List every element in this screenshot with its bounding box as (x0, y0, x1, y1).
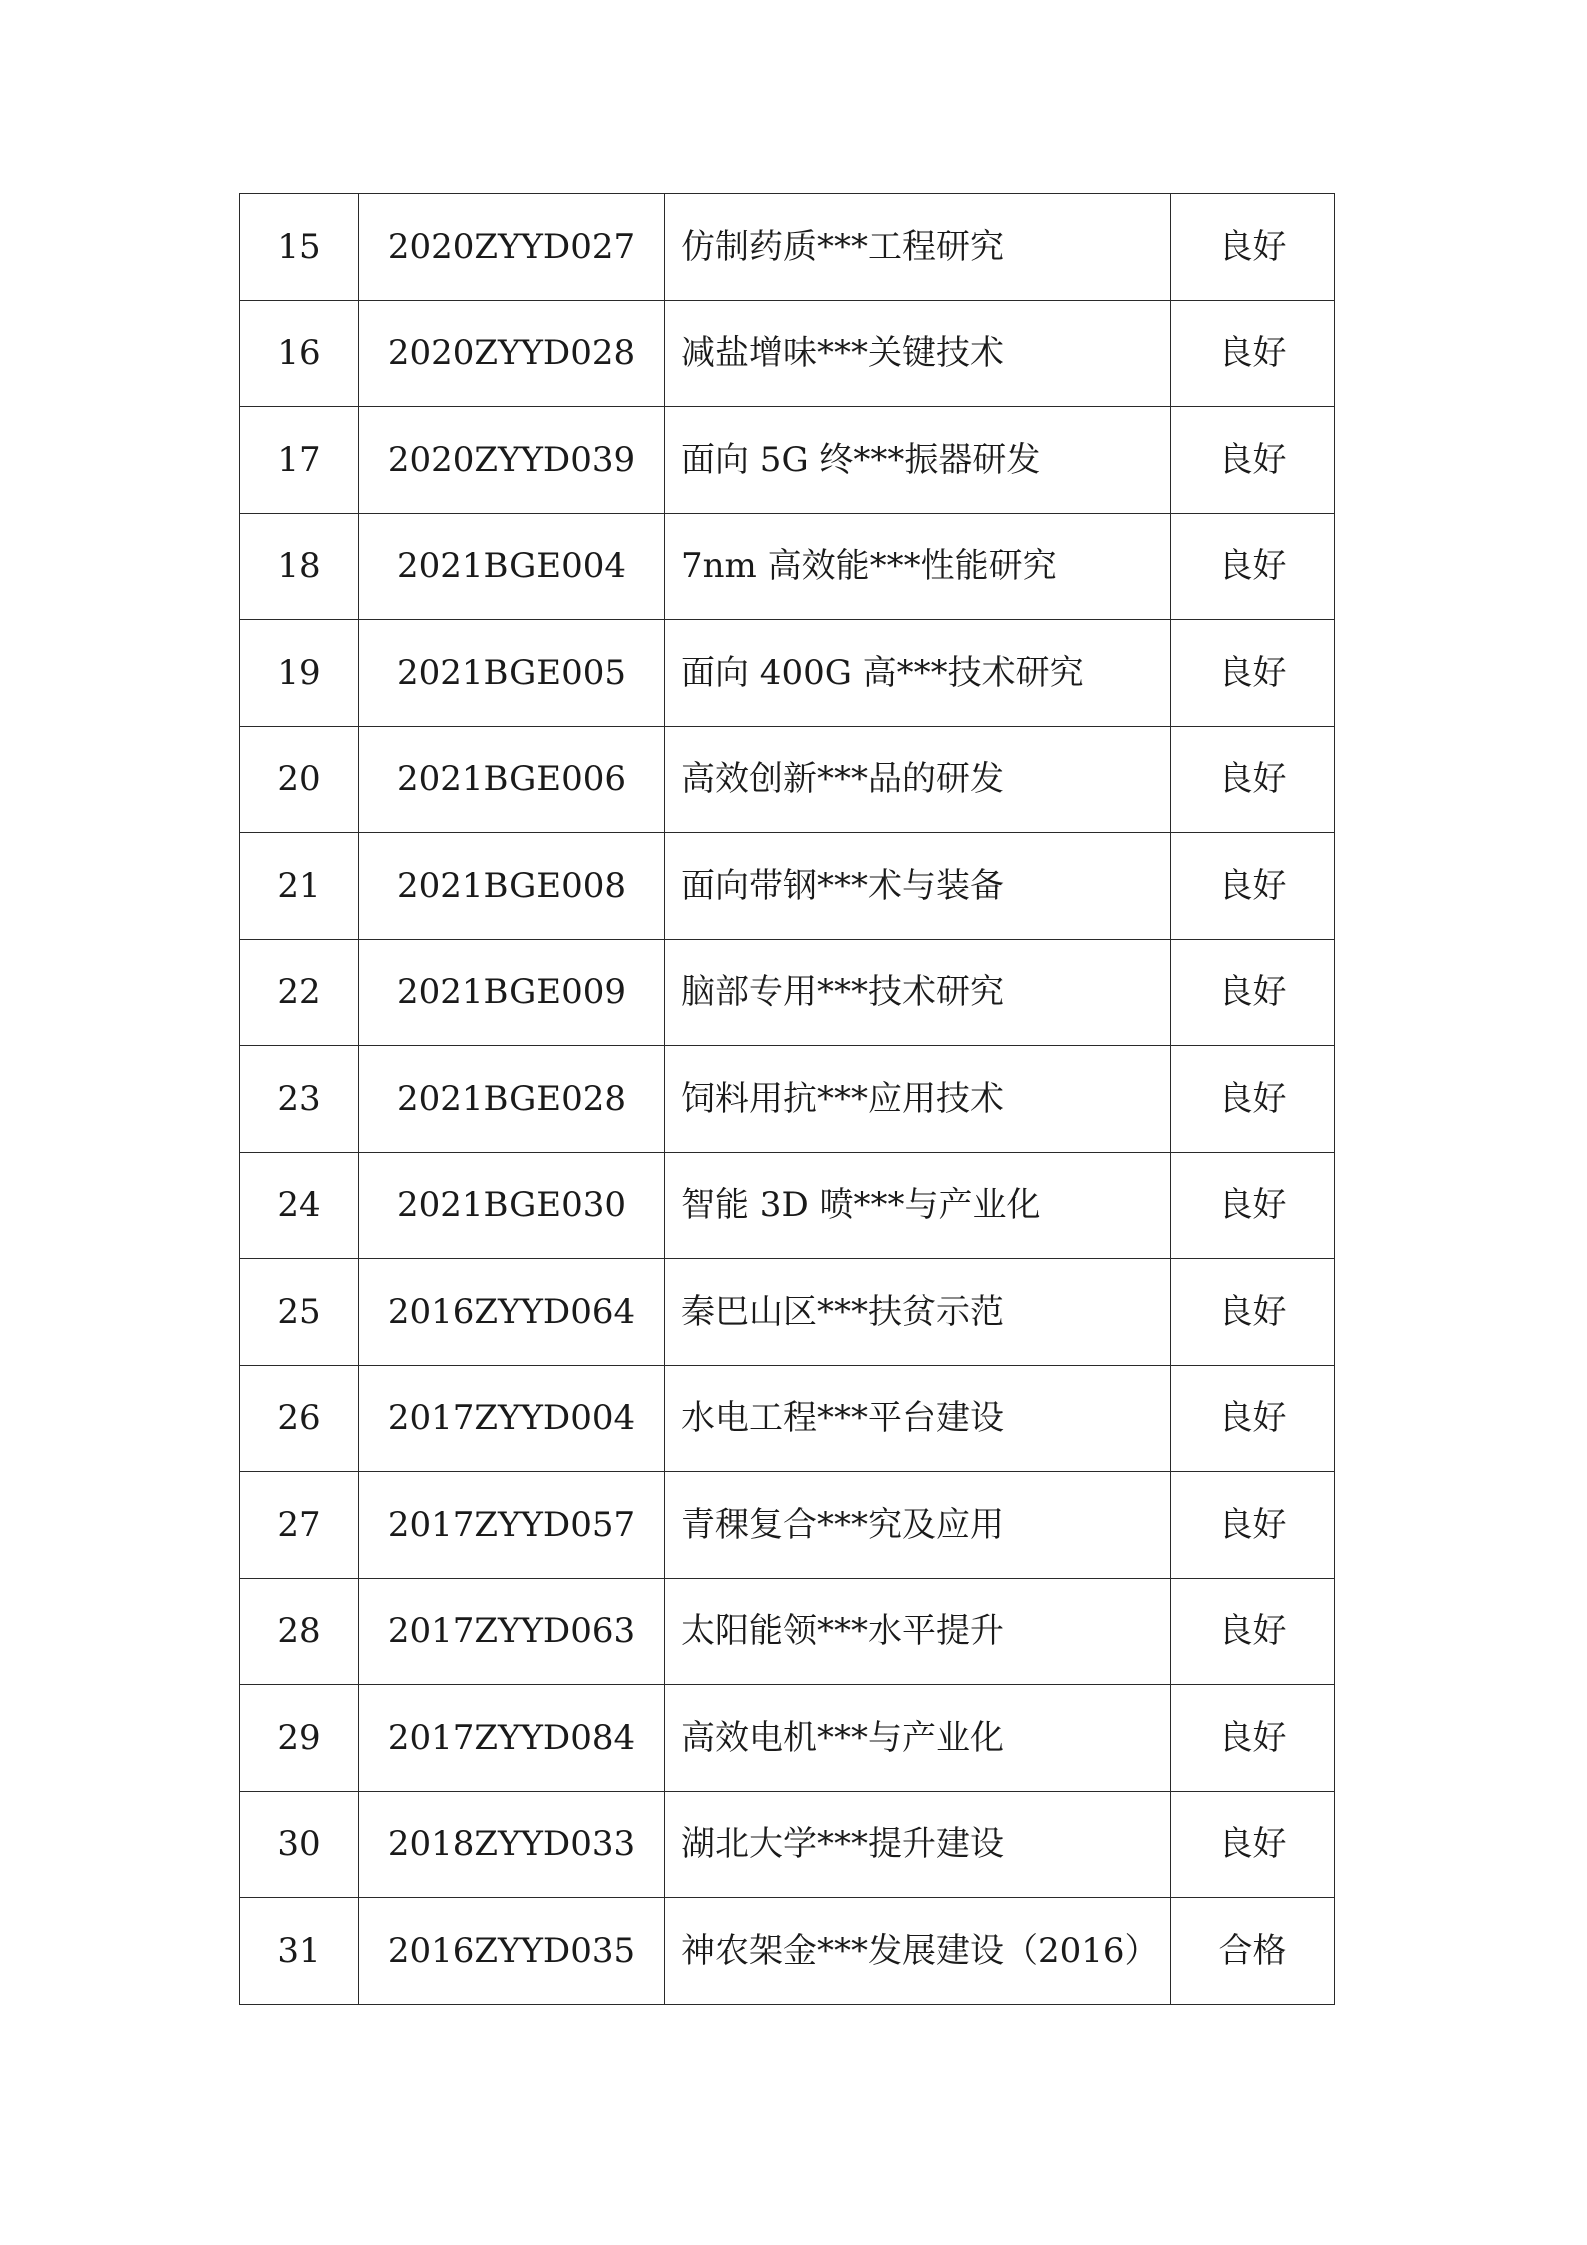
project-name-cell: 仿制药质***工程研究 (665, 194, 1171, 301)
project-code-cell: 2021BGE006 (359, 726, 665, 833)
evaluation-grade-cell: 良好 (1171, 1685, 1335, 1792)
evaluation-grade-cell: 良好 (1171, 300, 1335, 407)
evaluation-grade-cell: 良好 (1171, 1152, 1335, 1259)
project-name-cell: 面向 400G 高***技术研究 (665, 620, 1171, 727)
project-name-cell: 太阳能领***水平提升 (665, 1578, 1171, 1685)
table-row (240, 1898, 1335, 2005)
project-code-cell: 2017ZYYD063 (359, 1578, 665, 1685)
row-number-cell: 22 (240, 939, 359, 1046)
evaluation-grade-cell: 良好 (1171, 513, 1335, 620)
evaluation-grade-cell: 良好 (1171, 1472, 1335, 1579)
table-row (240, 620, 1335, 727)
table-row (240, 194, 1335, 301)
project-code-cell: 2017ZYYD084 (359, 1685, 665, 1792)
row-number-cell: 23 (240, 1046, 359, 1153)
project-code-cell: 2021BGE008 (359, 833, 665, 940)
evaluation-grade-cell: 良好 (1171, 726, 1335, 833)
evaluation-grade-cell: 良好 (1171, 833, 1335, 940)
project-name-cell: 秦巴山区***扶贫示范 (665, 1259, 1171, 1366)
project-name-cell: 湖北大学***提升建设 (665, 1791, 1171, 1898)
evaluation-grade-cell: 良好 (1171, 407, 1335, 514)
table-row (240, 1152, 1335, 1259)
evaluation-grade-cell: 良好 (1171, 1046, 1335, 1153)
table-row (240, 1791, 1335, 1898)
evaluation-grade-cell: 良好 (1171, 620, 1335, 727)
project-name-cell: 水电工程***平台建设 (665, 1365, 1171, 1472)
row-number-cell: 27 (240, 1472, 359, 1579)
row-number-cell: 21 (240, 833, 359, 940)
project-name-cell: 饲料用抗***应用技术 (665, 1046, 1171, 1153)
table-row (240, 1685, 1335, 1792)
row-number-cell: 24 (240, 1152, 359, 1259)
project-code-cell: 2020ZYYD028 (359, 300, 665, 407)
project-name-cell: 高效电机***与产业化 (665, 1685, 1171, 1792)
project-code-cell: 2021BGE009 (359, 939, 665, 1046)
table-row (240, 939, 1335, 1046)
table-row (240, 1578, 1335, 1685)
project-name-cell: 面向带钢***术与装备 (665, 833, 1171, 940)
table-row (240, 1365, 1335, 1472)
row-number-cell: 16 (240, 300, 359, 407)
project-code-cell: 2016ZYYD035 (359, 1898, 665, 2005)
table-row (240, 1472, 1335, 1579)
row-number-cell: 31 (240, 1898, 359, 2005)
project-code-cell: 2021BGE004 (359, 513, 665, 620)
project-name-cell: 智能 3D 喷***与产业化 (665, 1152, 1171, 1259)
row-number-cell: 28 (240, 1578, 359, 1685)
project-code-cell: 2020ZYYD039 (359, 407, 665, 514)
project-code-cell: 2021BGE005 (359, 620, 665, 727)
table-row (240, 1259, 1335, 1366)
evaluation-grade-cell: 合格 (1171, 1898, 1335, 2005)
evaluation-grade-cell: 良好 (1171, 1259, 1335, 1366)
project-code-cell: 2020ZYYD027 (359, 194, 665, 301)
table-row (240, 300, 1335, 407)
evaluation-grade-cell: 良好 (1171, 1365, 1335, 1472)
row-number-cell: 19 (240, 620, 359, 727)
table-row (240, 513, 1335, 620)
project-code-cell: 2021BGE028 (359, 1046, 665, 1153)
row-number-cell: 20 (240, 726, 359, 833)
project-name-cell: 脑部专用***技术研究 (665, 939, 1171, 1046)
project-name-cell: 7nm 高效能***性能研究 (665, 513, 1171, 620)
project-code-cell: 2017ZYYD057 (359, 1472, 665, 1579)
evaluation-grade-cell: 良好 (1171, 194, 1335, 301)
row-number-cell: 15 (240, 194, 359, 301)
project-name-cell: 青稞复合***究及应用 (665, 1472, 1171, 1579)
row-number-cell: 25 (240, 1259, 359, 1366)
row-number-cell: 30 (240, 1791, 359, 1898)
project-name-cell: 面向 5G 终***振器研发 (665, 407, 1171, 514)
table-row (240, 833, 1335, 940)
project-code-cell: 2016ZYYD064 (359, 1259, 665, 1366)
evaluation-grade-cell: 良好 (1171, 1791, 1335, 1898)
row-number-cell: 26 (240, 1365, 359, 1472)
project-code-cell: 2017ZYYD004 (359, 1365, 665, 1472)
row-number-cell: 17 (240, 407, 359, 514)
project-name-cell: 神农架金***发展建设（2016） (665, 1898, 1171, 2005)
evaluation-grade-cell: 良好 (1171, 939, 1335, 1046)
table-row (240, 1046, 1335, 1153)
project-code-cell: 2018ZYYD033 (359, 1791, 665, 1898)
table-row (240, 726, 1335, 833)
table-row (240, 407, 1335, 514)
project-name-cell: 高效创新***品的研发 (665, 726, 1171, 833)
row-number-cell: 29 (240, 1685, 359, 1792)
project-name-cell: 减盐增味***关键技术 (665, 300, 1171, 407)
project-code-cell: 2021BGE030 (359, 1152, 665, 1259)
results-table-body (240, 194, 1335, 2005)
results-table (239, 193, 1335, 2005)
evaluation-grade-cell: 良好 (1171, 1578, 1335, 1685)
row-number-cell: 18 (240, 513, 359, 620)
